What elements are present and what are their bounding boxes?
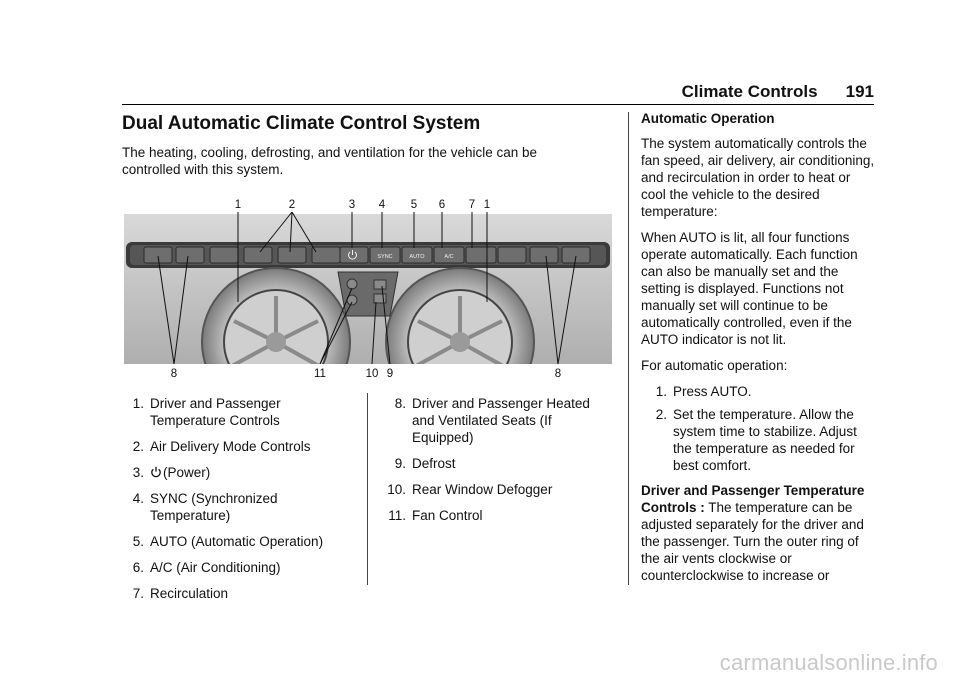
callout-3: 3 [348, 199, 356, 211]
list-item: 4. SYNC (Synchronized Temperature) [132, 491, 278, 523]
page-number: 191 [845, 82, 874, 101]
section-heading: Automatic Operation [641, 111, 775, 126]
list-item: 10. Rear Window Defogger [387, 482, 553, 497]
paragraph: The system automatically controls the fan speed, air delivery, air conditioning, and recirculation in order to heat or cool the vehicle to the desired temperature: [641, 136, 875, 219]
column-divider-right [628, 112, 629, 585]
column-divider [367, 393, 368, 585]
list-item: 3. (Power) [132, 465, 211, 480]
callout-2: 2 [288, 199, 296, 211]
callout-9: 9 [386, 368, 394, 380]
callout-5: 5 [410, 199, 418, 211]
list-item: 8. Driver and Passenger Heated and Ventilated Seats (If Equipped) [394, 396, 590, 445]
list-item: 1. Driver and Passenger Temperature Controls [132, 396, 281, 428]
callout-1: 1 [234, 199, 242, 211]
list-item: 7. Recirculation [132, 586, 229, 601]
list-item: 11. Fan Control [388, 508, 483, 523]
ac-button-label: A/C [444, 254, 454, 260]
legend-list-left [122, 395, 354, 611]
callout-7: 7 [468, 199, 476, 211]
steps-list [641, 383, 877, 474]
step-item: 2. Set the temperature. Allow the system time to stabilize. Adjust the temperature as needed for best comfort. [655, 407, 857, 473]
watermark: carmanualsonline.info [719, 650, 938, 675]
list-item: 5. AUTO (Automatic Operation) [132, 534, 324, 549]
term-text: The temperature can be adjusted separately for the driver and the passenger. Turn the outer ring of the air vents clockwise or counterclockwise to increase or [641, 500, 864, 583]
paragraph: For automatic operation: [641, 358, 788, 373]
term-heading: Driver and Passenger Temperature Controls : [641, 483, 865, 515]
callout-4: 4 [378, 199, 386, 211]
running-header [640, 82, 874, 102]
list-item: 6. A/C (Air Conditioning) [132, 560, 281, 575]
callout-10: 10 [365, 368, 379, 380]
term-paragraph [641, 482, 877, 584]
callout-8-right: 8 [554, 368, 562, 380]
callout-6: 6 [438, 199, 446, 211]
climate-panel-illustration [124, 196, 612, 382]
callout-1-right: 1 [483, 199, 491, 211]
right-column [641, 110, 877, 593]
header-rule [122, 104, 874, 105]
climate-panel-figure [124, 196, 612, 382]
list-item: 2. Air Delivery Mode Controls [132, 439, 311, 454]
step-item: 1. Press AUTO. [655, 384, 752, 399]
page-title: Dual Automatic Climate Control System [122, 113, 481, 134]
legend-list-middle [378, 395, 608, 533]
list-item: 9. Defrost [394, 456, 456, 471]
intro-paragraph: The heating, cooling, defrosting, and ventilation for the vehicle can be controlled with this system. [122, 145, 538, 177]
power-icon [150, 466, 162, 478]
sync-button-label: SYNC [377, 254, 393, 260]
callout-8-left: 8 [170, 368, 178, 380]
auto-button-label: AUTO [409, 254, 425, 260]
callout-11: 11 [314, 368, 326, 380]
section-title: Climate Controls [681, 82, 818, 101]
paragraph: When AUTO is lit, all four functions operate automatically. Each function can also be manually set and the setting is displayed. Functions not manually set will continue to be automatically controlled, even if the AUTO indicator is not lit. [641, 230, 858, 347]
